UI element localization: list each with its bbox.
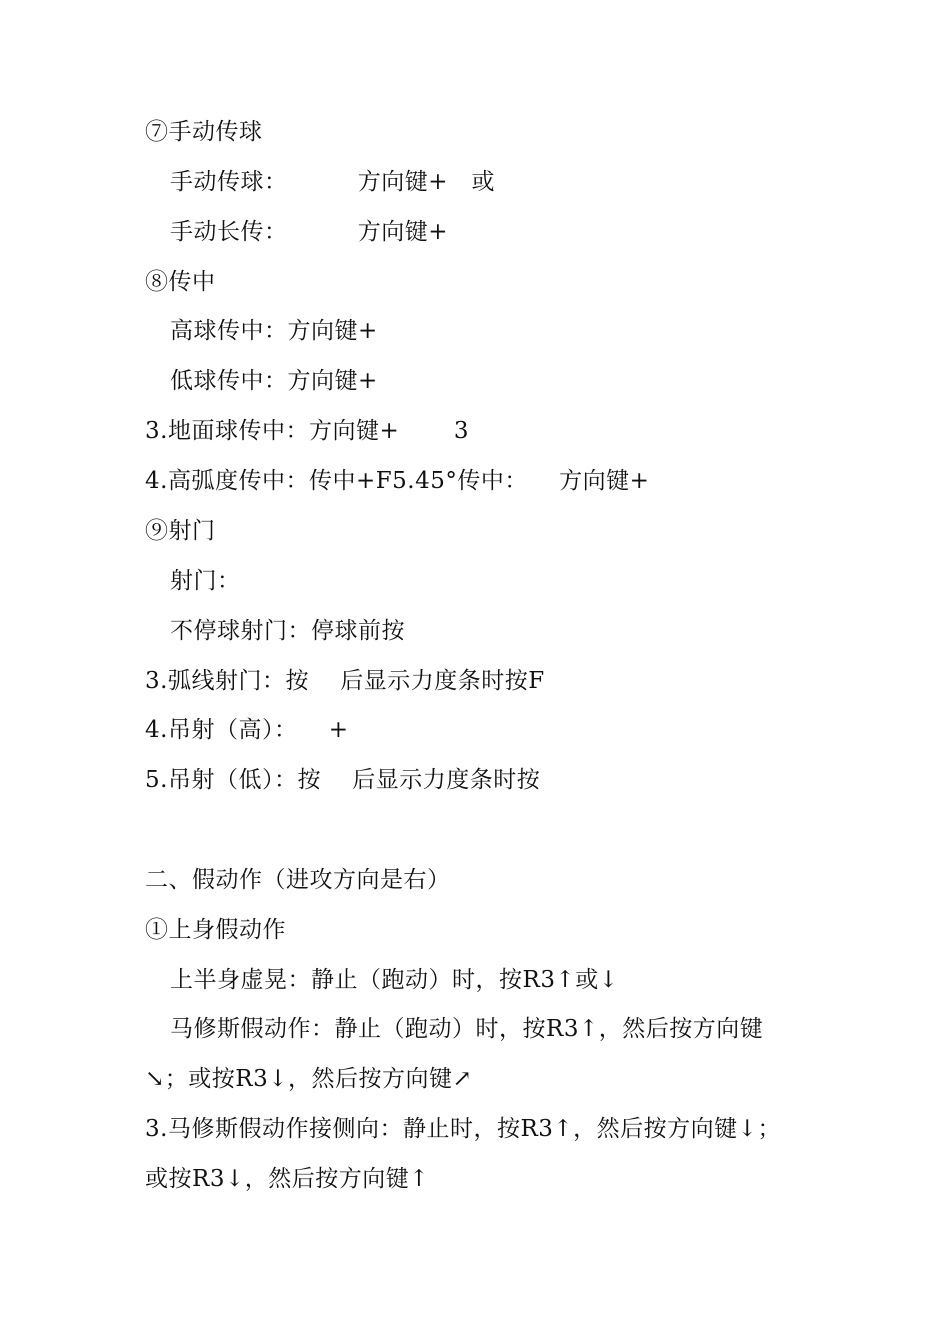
text-curve-shot: 3.弧线射门：按 后显示力度条时按F: [145, 668, 545, 694]
text-chip-high: 4.吊射（高）： +: [145, 717, 349, 743]
text-manual-long-pass: 手动长传： 方向键+: [170, 219, 449, 245]
text-first-time-shot: 不停球射门：停球前按: [170, 618, 405, 644]
text-high-arc-cross: 4.高弧度传中：传中+F5.45°传中： 方向键+: [145, 468, 650, 494]
text-chip-low: 5.吊射（低）：按 后显示力度条时按: [145, 767, 541, 793]
text-high-cross: 高球传中：方向键+: [170, 318, 378, 344]
heading-body-feint: ①上身假动作: [145, 917, 286, 943]
heading-shoot: ⑨射门: [145, 518, 216, 544]
text-matthews-side: 3.马修斯假动作接侧向：静止时，按R3↑，然后按方向键↓；: [145, 1116, 781, 1142]
text-low-cross: 低球传中：方向键+: [170, 368, 378, 394]
text-manual-pass: 手动传球： 方向键+ 或: [170, 169, 496, 195]
text-ground-cross: 3.地面球传中：方向键+ 3: [145, 418, 470, 444]
text-matthews-feint: 马修斯假动作：静止（跑动）时，按R3↑，然后按方向键: [170, 1016, 764, 1042]
heading-cross: ⑧传中: [145, 269, 216, 295]
text-upper-body-feint: 上半身虚晃：静止（跑动）时，按R3↑或↓: [170, 967, 619, 993]
text-matthews-side-cont: 或按R3↓，然后按方向键↑: [145, 1166, 429, 1192]
text-shoot: 射门：: [170, 568, 241, 594]
heading-manual-pass: ⑦手动传球: [145, 119, 263, 145]
section-heading-feints: 二、假动作（进攻方向是右）: [145, 867, 451, 893]
text-matthews-feint-cont: ↘；或按R3↓，然后按方向键↗: [145, 1066, 473, 1092]
